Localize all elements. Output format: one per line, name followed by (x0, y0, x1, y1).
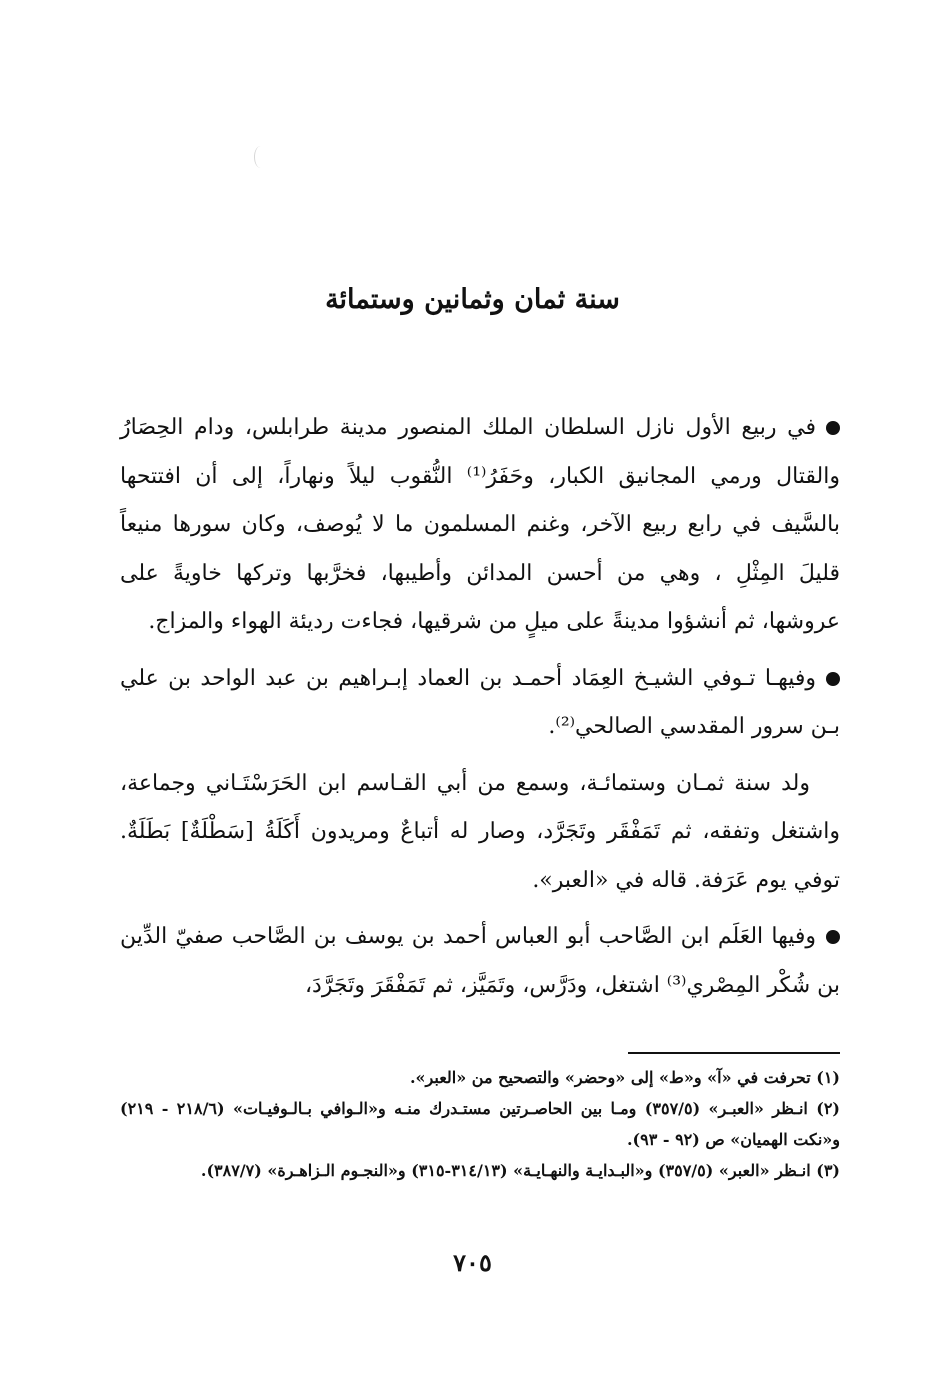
paragraph-text: وفيهـا تـوفي الشيـخ العِمَاد أحمـد بن العماد إبـراهيم بن عبد الواحد بن علي بـن سرور المقدسي الصالحي⁽²⁾. (120, 665, 840, 739)
paragraph-text: في ربيع الأول نازل السلطان الملك المنصور مدينة طرابلس، ودام الحِصَارُ والقتال ورمي المجانيق الكبار، وحَفَرُ⁽¹⁾ النُّقوب ليلاً ونهاراً، إلى أن افتتحها بالسَّيف في رابع ربيع الآخر، وغنم المسلمون ما لا يُوصف، وكان سورها منيعاً قليلَ المِثْلِ ، وهي من أحسن المدائن وأطيبها، فخرَّبها وتركها خاويةً على عروشها، ثم أنشؤوا مدينةً على ميلٍ من شرقيها، فجاءت رديئة الهواء والمزاج. (120, 415, 840, 634)
footnotes (120, 1062, 840, 1186)
bullet-icon (826, 421, 840, 435)
bullet-icon (826, 930, 840, 944)
paragraph-2 (120, 655, 840, 752)
paragraph-text: ولد سنة ثمـان وستمائـة، وسمع من أبي القـاسم ابن الحَرَسْتَـاني وجماعة، واشتغل وتفقه، ثم تَمَفْقَر وتَجَرَّد، وصار له أتباعٌ ومريدون أَكَلَةُ [سَطْلَةٌ] بَطَلَةٌ. توفي يوم عَرَفة. قاله في «العبر». (120, 770, 840, 893)
paragraph-1 (120, 404, 840, 647)
paragraph-3 (120, 760, 840, 906)
chapter-title: سنة ثمان وثمانين وستمائة (325, 284, 620, 315)
page-number: ٧٠٥ (453, 1248, 492, 1277)
paragraph-4 (120, 913, 840, 1010)
footnote-2: (٢) انـظر «العبـر» (٣٥٧/٥) ومـا بين الحاصـرتين مستـدرك منـه و«الـوافي بـالـوفيـات» (٢١٨/٦ - ٢١٩) و«نكت الهميان» ص (٩٢ - ٩٣). (120, 1099, 840, 1149)
footnote-3: (٣) انـظر «العبر» (٣٥٧/٥) و«البـدايـة والنهـايـة» (٣١٤/١٣-٣١٥) و«النجـوم الـزاهـرة» (٣٨٧/٧). (200, 1161, 840, 1180)
main-text (120, 404, 840, 1018)
footnote-divider (628, 1052, 840, 1054)
bullet-icon (826, 672, 840, 686)
footnote-1: (١) تحرفت في «آ» و«ط» إلى «وحضر» والتصحيح من «العبر». (409, 1068, 840, 1087)
paragraph-text: وفيها العَلَم ابن الصَّاحب أبو العباس أحمد بن يوسف بن الصَّاحب صفيّ الدِّين بن شُكْر المِصْري⁽³⁾ اشتغل، ودَرَّس، وتَمَيَّز، ثم تَمَفْقَرَ وتَجَرَّدَ، (120, 924, 840, 998)
scan-mark (254, 146, 267, 168)
